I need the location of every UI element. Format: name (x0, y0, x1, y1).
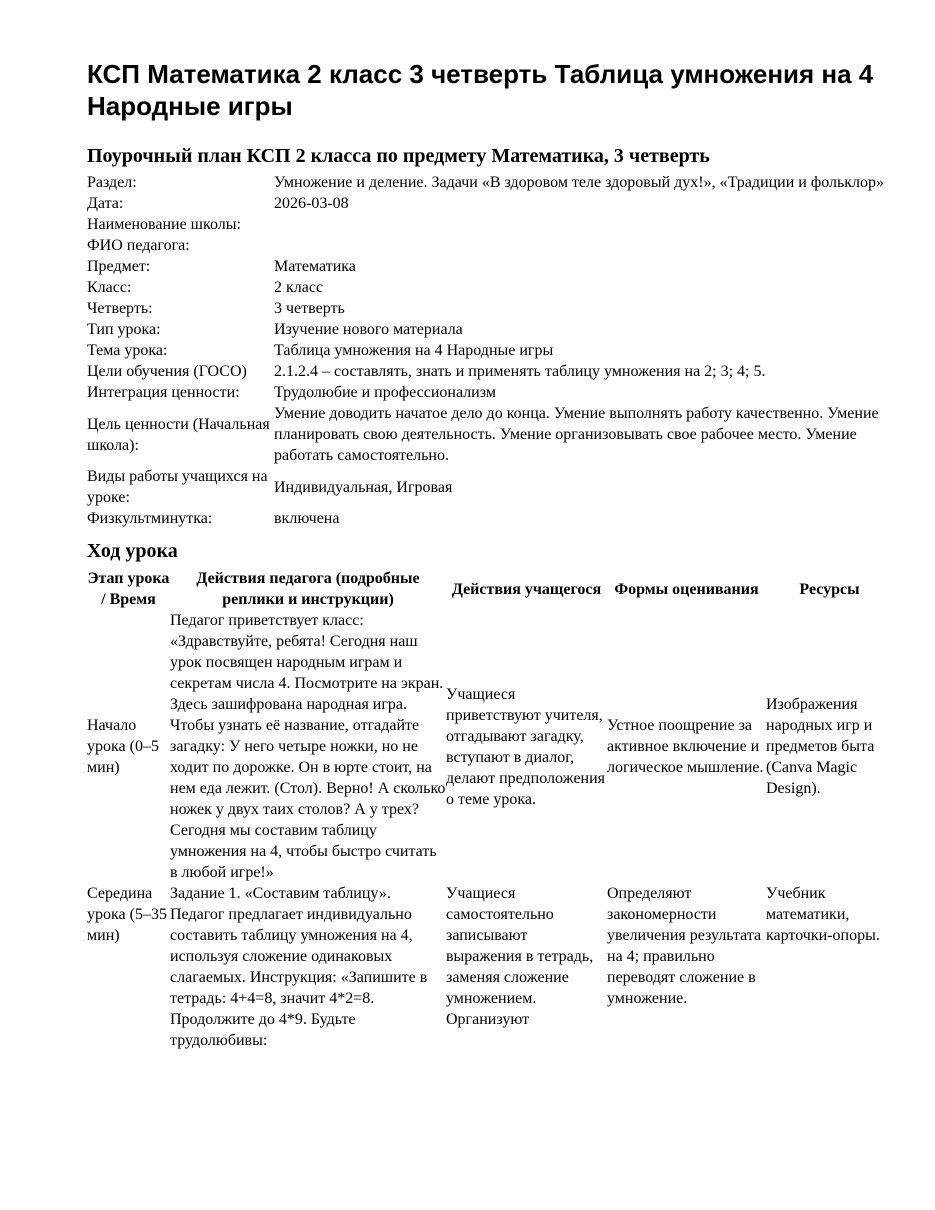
info-row-quarter (87, 298, 894, 319)
table-row (87, 610, 893, 883)
stage-cell: Начало урока (0–5 мин) (87, 717, 159, 776)
teacher-actions-cell: Задание 1. «Составим таблицу». Педагог предлагает индивидуально составить таблицу умножения на 4, используя сложение одинаковых слагаемых. Инструкция: «Запишите в тетрадь: 4+4=8, значит 4*2=8. Продолжите до 4*9. Будьте трудолюбивы: (170, 885, 428, 1049)
info-value (274, 214, 894, 235)
info-value: 2 класс (274, 279, 324, 296)
info-key: Четверть: (87, 300, 153, 317)
teacher-actions-cell: Педагог приветствует класс: «Здравствуйте, ребята! Сегодня наш урок посвящен народным играм и секретам числа 4. Посмотрите на экран. Здесь зашифрована народная игра. Чтобы узнать её название, отгадайте загадку: У него четыре ножки, но не ходит по дорожке. Он в юрте стоит, на нем еда лежит. (Стол). Верно! А сколько ножек у двух таих столов? А у трех? Сегодня мы составим таблицу умножения на 4, чтобы быстро считать в любой игре!» (170, 612, 446, 881)
column-header-assessment: Формы оценивания (614, 580, 759, 598)
info-row-lesson-type (87, 319, 894, 340)
stage-cell: Середина урока (5–35 мин) (87, 885, 167, 944)
info-key: Предмет: (87, 258, 151, 275)
info-key: Раздел: (87, 174, 137, 191)
assessment-cell: Устное поощрение за активное включение и логическое мышление. (607, 717, 764, 776)
column-header-resources: Ресурсы (799, 580, 860, 598)
info-row-value-integration (87, 382, 894, 403)
lesson-info-table (87, 172, 894, 529)
info-row-work-types (87, 466, 894, 508)
info-value: Математика (274, 258, 356, 275)
info-value: Изучение нового материала (274, 321, 463, 338)
info-value: Трудолюбие и профессионализм (274, 384, 496, 401)
info-value: Индивидуальная, Игровая (274, 478, 453, 496)
column-header-stage: Этап урока / Время (87, 570, 170, 608)
resources-cell: Учебник математики, карточки-опоры. (766, 885, 880, 944)
info-key: Цели обучения (ГОСО) (87, 363, 247, 380)
lesson-table-header-row (87, 568, 893, 610)
plan-subtitle: Поурочный план КСП 2 класса по предмету Математика, 3 четверть (87, 145, 710, 167)
student-actions-cell: Учащиеся самостоятельно записывают выражения в тетрадь, заменяя сложение умножением. Организуют (446, 885, 594, 1028)
info-row-goals (87, 361, 894, 382)
info-row-grade (87, 277, 894, 298)
info-row-value-goal (87, 403, 894, 466)
column-header-teacher-actions: Действия педагога (подробные реплики и инструкции) (196, 570, 420, 608)
assessment-cell: Определяют закономерности увеличения результата на 4; правильно переводят сложение в умножение. (607, 885, 762, 1007)
info-key: Интеграция ценности: (87, 384, 240, 401)
info-value: 2.1.2.4 – составлять, знать и применять таблицу умножения на 2; 3; 4; 5. (274, 363, 766, 380)
info-key: Виды работы учащихся на уроке: (87, 468, 268, 506)
info-key: Физкультминутка: (87, 510, 213, 527)
document-page (87, 58, 897, 1051)
info-value: Таблица умножения на 4 Народные игры (274, 342, 554, 359)
info-key: Класс: (87, 279, 132, 296)
info-row-exercise-break (87, 508, 894, 529)
info-row-section (87, 172, 894, 193)
info-value: Умножение и деление. Задачи «В здоровом теле здоровый дух!», «Традиции и фольклор» (274, 174, 885, 191)
info-key: Дата: (87, 195, 124, 212)
info-row-school (87, 214, 894, 235)
lesson-flow-heading: Ход урока (87, 540, 178, 562)
info-key: Тема урока: (87, 342, 168, 359)
info-row-subject (87, 256, 894, 277)
student-actions-cell: Учащиеся приветствуют учителя, отгадывают загадку, вступают в диалог, делают предположения о теме урока. (446, 685, 606, 808)
info-row-teacher (87, 235, 894, 256)
info-value: 3 четверть (274, 300, 345, 317)
info-value: включена (274, 510, 340, 527)
info-value (274, 235, 894, 256)
info-key: Наименование школы: (87, 216, 241, 233)
page-title: КСП Математика 2 класс 3 четверть Таблица умножения на 4 Народные игры (87, 59, 874, 121)
resources-cell: Изображения народных игр и предметов быта (Canva Magic Design). (766, 696, 875, 797)
table-row (87, 883, 893, 1051)
info-value: Умение доводить начатое дело до конца. Умение выполнять работу качественно. Умение планировать свою деятельность. Умение организовывать свое рабочее место. Умение работать самостоятельно. (274, 405, 879, 464)
info-key: Тип урока: (87, 321, 161, 338)
info-row-topic (87, 340, 894, 361)
info-row-date (87, 193, 894, 214)
info-key: Цель ценности (Начальная школа): (87, 415, 270, 454)
info-value: 2026-03-08 (274, 195, 349, 212)
lesson-flow-table (87, 568, 893, 1051)
info-key: ФИО педагога: (87, 237, 190, 254)
column-header-student-actions: Действия учащегося (451, 580, 602, 598)
